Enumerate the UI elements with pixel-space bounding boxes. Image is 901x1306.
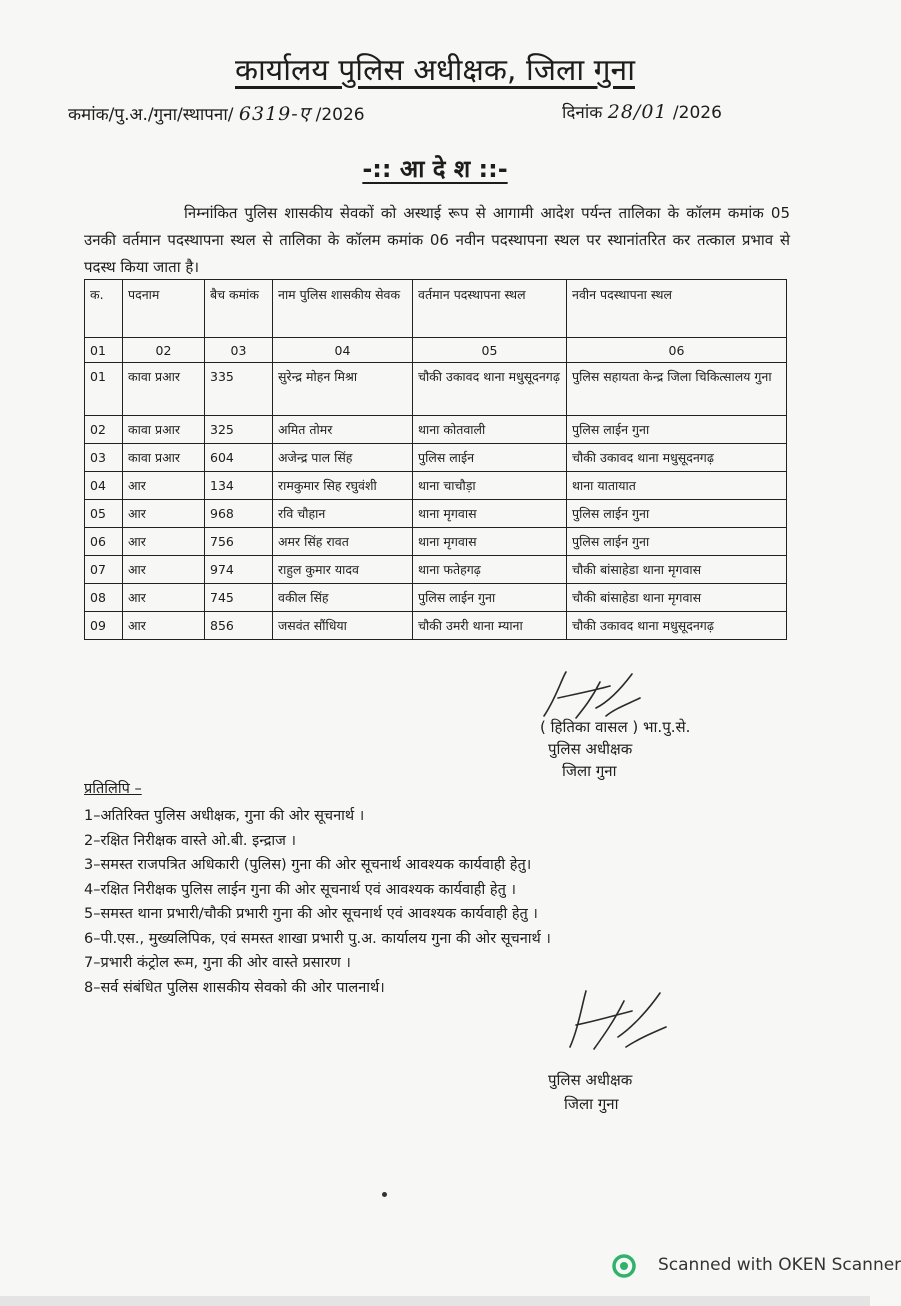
cell-current-posting: पुलिस लाईन (413, 444, 567, 472)
table-row (85, 472, 787, 500)
header-rank: पदनाम (123, 280, 205, 338)
col-number: 04 (273, 338, 413, 363)
cell-serial: 05 (85, 500, 123, 528)
scanner-watermark (612, 1252, 901, 1280)
table-row (85, 556, 787, 584)
table-row (85, 612, 787, 640)
cell-current-posting: थाना फतेहगढ़ (413, 556, 567, 584)
copy-to-item: 6–पी.एस., मुख्यलिपिक, एवं समस्त शाखा प्रभारी पु.अ. कार्यालय गुना की ओर सूचनार्थ । (84, 930, 551, 947)
cell-serial: 09 (85, 612, 123, 640)
date-handwritten: 28/01 (607, 101, 668, 123)
cell-new-posting: चौकी उकावद थाना मधुसूदनगढ़ (567, 612, 787, 640)
cell-serial: 07 (85, 556, 123, 584)
cell-serial: 06 (85, 528, 123, 556)
column-number-row (85, 338, 787, 363)
cell-rank: कावा प्रआर (123, 416, 205, 444)
col-number: 05 (413, 338, 567, 363)
cell-name: राहुल कुमार यादव (273, 556, 413, 584)
order-date (562, 100, 722, 123)
cell-name: रवि चौहान (273, 500, 413, 528)
cell-current-posting: चौकी उमरी थाना म्याना (413, 612, 567, 640)
cell-rank: कावा प्रआर (123, 444, 205, 472)
copy-to-heading: प्रतिलिपि – (84, 781, 142, 797)
cell-new-posting: थाना यातायात (567, 472, 787, 500)
reference-number (68, 100, 365, 126)
cell-batch: 756 (205, 528, 273, 556)
cell-new-posting: चौकी उकावद थाना मधुसूदनगढ़ (567, 444, 787, 472)
cell-name: जसवंत सौंधिया (273, 612, 413, 640)
intro-paragraph: निम्नांकित पुलिस शासकीय सेवकों को अस्थाई रूप से आगामी आदेश पर्यन्त तालिका के कॉलम कमांक 05 उनकी वर्तमान पदस्थापना स्थल से तालिका के कॉलम कमांक 06 नवीन पदस्थापना स्थल पर स्थानांतरित कर तत्काल प्रभाव से पदस्थ किया जाता है। (84, 204, 790, 276)
date-year: /2026 (672, 103, 722, 123)
cell-name: वकील सिंह (273, 584, 413, 612)
cell-current-posting: थाना मृगवास (413, 500, 567, 528)
col-number: 02 (123, 338, 205, 363)
signatory-name: ( हितिका वासल ) भा.पु.से. (540, 718, 691, 736)
col-number: 03 (205, 338, 273, 363)
cell-batch: 745 (205, 584, 273, 612)
table-row (85, 584, 787, 612)
cell-rank: आर (123, 584, 205, 612)
cell-batch: 604 (205, 444, 273, 472)
header-batch: बैच कमांक (205, 280, 273, 338)
cell-serial: 03 (85, 444, 123, 472)
reference-year: /2026 (315, 105, 365, 125)
cell-batch: 325 (205, 416, 273, 444)
cell-rank: आर (123, 612, 205, 640)
ink-dot (382, 1192, 387, 1197)
header-new-posting: नवीन पदस्थापना स्थल (567, 280, 787, 338)
cell-batch: 134 (205, 472, 273, 500)
cell-new-posting: पुलिस लाईन गुना (567, 416, 787, 444)
cell-batch: 335 (205, 363, 273, 416)
cell-rank: आर (123, 556, 205, 584)
cell-new-posting: चौकी बांसाहेडा थाना मृगवास (567, 556, 787, 584)
table-row (85, 363, 787, 416)
cell-batch: 974 (205, 556, 273, 584)
col-number: 01 (85, 338, 123, 363)
header-current-posting: वर्तमान पदस्थापना स्थल (413, 280, 567, 338)
cell-rank: कावा प्रआर (123, 363, 205, 416)
table-header-row (85, 280, 787, 338)
cell-current-posting: चौकी उकावद थाना मधुसूदनगढ़ (413, 363, 567, 416)
copy-to-item: 5–समस्त थाना प्रभारी/चौकी प्रभारी गुना की ओर सूचनार्थ एवं आवश्यक कार्यवाही हेतु । (84, 906, 538, 922)
table-row (85, 416, 787, 444)
cell-current-posting: थाना चाचौड़ा (413, 472, 567, 500)
header-name: नाम पुलिस शासकीय सेवक (273, 280, 413, 338)
cell-name: सुरेन्द्र मोहन मिश्रा (273, 363, 413, 416)
signatory-designation: पुलिस अधीक्षक (548, 1071, 633, 1089)
cell-rank: आर (123, 528, 205, 556)
table-row (85, 500, 787, 528)
header-serial: क. (85, 280, 123, 338)
copy-to-item: 7–प्रभारी कंट्रोल रूम, गुना की ओर वास्ते प्रसारण । (84, 955, 351, 971)
copy-to-section (84, 778, 551, 1000)
table-row (85, 528, 787, 556)
cell-new-posting: पुलिस सहायता केन्द्र जिला चिकित्सालय गुना (567, 363, 787, 416)
scanner-watermark-text: Scanned with OKEN Scanner (658, 1255, 901, 1275)
reference-number-handwritten: 6319-ए (238, 103, 311, 125)
cell-serial: 04 (85, 472, 123, 500)
date-label: दिनांक (562, 103, 603, 123)
signatory-district: जिला गुना (564, 1095, 619, 1113)
posting-table (84, 279, 787, 640)
oken-scanner-logo-icon (612, 1254, 636, 1278)
order-heading: -:: आ दे श ::- (362, 155, 508, 183)
copy-to-item: 2–रक्षित निरीक्षक वास्ते ओ.बी. इन्द्राज । (84, 832, 297, 849)
cell-name: अमित तोमर (273, 416, 413, 444)
cell-batch: 856 (205, 612, 273, 640)
cell-name: अमर सिंह रावत (273, 528, 413, 556)
cell-rank: आर (123, 500, 205, 528)
cell-name: अजेन्द्र पाल सिंह (273, 444, 413, 472)
signatory-designation: पुलिस अधीक्षक (548, 740, 633, 758)
cell-batch: 968 (205, 500, 273, 528)
signatory-district: जिला गुना (562, 762, 617, 780)
col-number: 06 (567, 338, 787, 363)
cell-current-posting: पुलिस लाईन गुना (413, 584, 567, 612)
cell-new-posting: पुलिस लाईन गुना (567, 528, 787, 556)
signature-2-icon (560, 985, 670, 1055)
bottom-bar (0, 1296, 870, 1306)
copy-to-item: 1–अतिरिक्त पुलिस अधीक्षक, गुना की ओर सूचनार्थ । (84, 808, 365, 824)
table-row (85, 444, 787, 472)
cell-serial: 08 (85, 584, 123, 612)
signatory-block-2 (548, 1068, 632, 1116)
copy-to-item: 8–सर्व संबंधित पुलिस शासकीय सेवको की ओर पालनार्थ। (84, 979, 385, 996)
cell-new-posting: चौकी बांसाहेडा थाना मृगवास (567, 584, 787, 612)
cell-current-posting: थाना मृगवास (413, 528, 567, 556)
cell-serial: 01 (85, 363, 123, 416)
cell-rank: आर (123, 472, 205, 500)
copy-to-item: 3–समस्त राजपत्रित अधिकारी (पुलिस) गुना की ओर सूचनार्थ आवश्यक कार्यवाही हेतु। (84, 857, 532, 873)
signatory-block-1 (540, 716, 690, 782)
cell-new-posting: पुलिस लाईन गुना (567, 500, 787, 528)
cell-name: रामकुमार सिह रघुवंशी (273, 472, 413, 500)
reference-prefix: कमांक/पु.अ./गुना/स्थापना/ (68, 105, 234, 125)
office-title: कार्यालय पुलिस अधीक्षक, जिला गुना (235, 53, 635, 88)
copy-to-item: 4–रक्षित निरीक्षक पुलिस लाईन गुना की ओर सूचनार्थ एवं आवश्यक कार्यवाही हेतु । (84, 881, 516, 898)
cell-serial: 02 (85, 416, 123, 444)
cell-current-posting: थाना कोतवाली (413, 416, 567, 444)
